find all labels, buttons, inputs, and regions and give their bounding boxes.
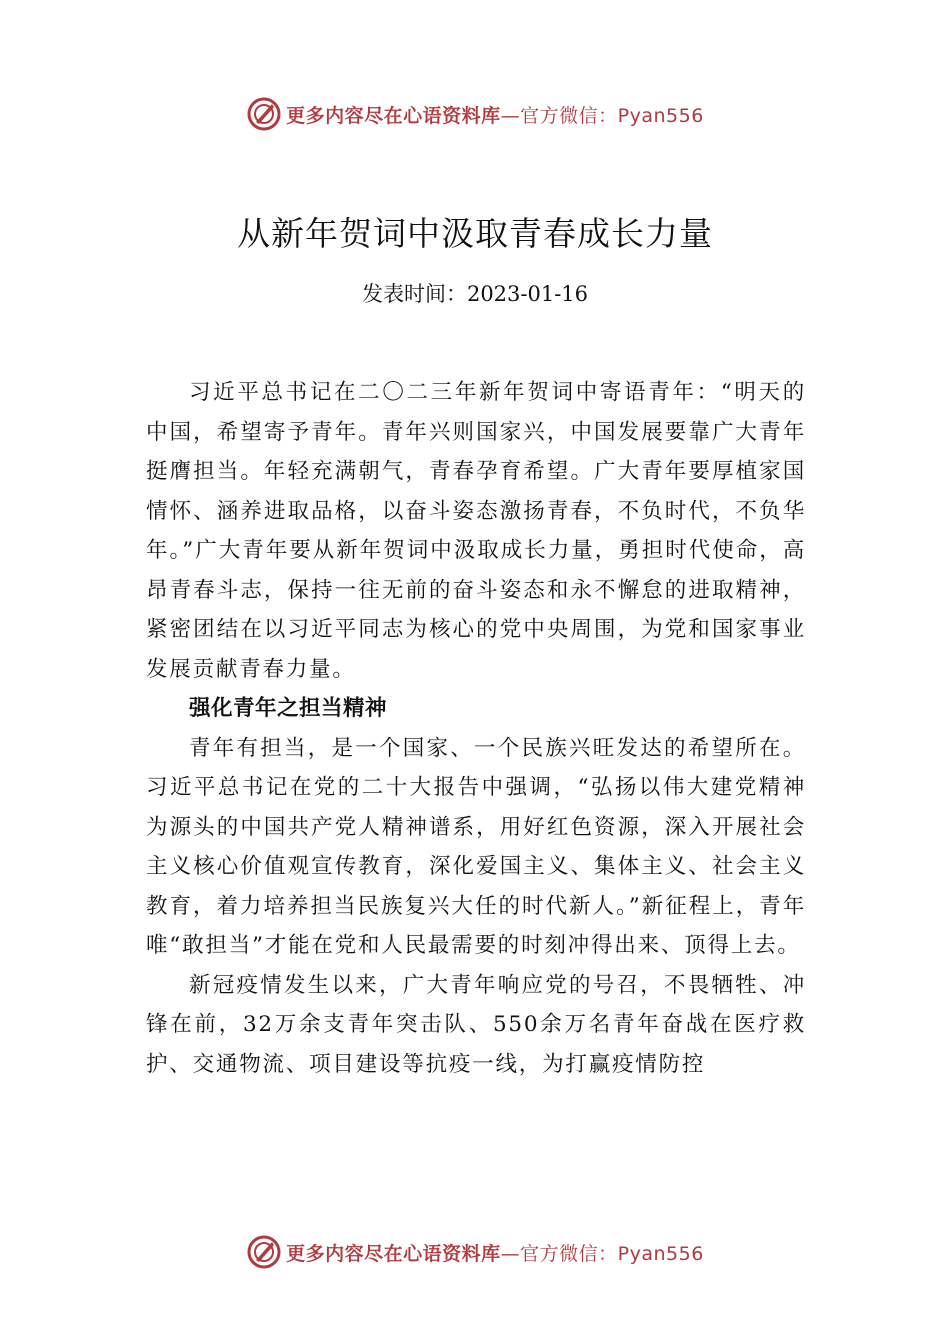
quill-pen-logo-icon — [246, 1234, 282, 1270]
watermark-text — [286, 101, 704, 128]
article-title: 从新年贺词中汲取青春成长力量 — [237, 214, 713, 253]
quill-pen-logo-icon — [246, 96, 282, 132]
publish-date: 发表时间：2023-01-16 — [361, 282, 589, 306]
watermark-text — [286, 1239, 704, 1266]
paragraph: 习近平总书记在二〇二三年新年贺词中寄语青年：“明天的中国，希望寄予青年。青年兴则国家兴，中国发展要靠广大青年挺膺担当。年轻充满朝气，青春孕育希望。广大青年要厚植家国情怀、涵养进取品格，以奋斗姿态激扬青春，不负时代，不负华年。”广大青年要从新年贺词中汲取成长力量，勇担时代使命，高昂青春斗志，保持一往无前的奋斗姿态和永不懈怠的进取精神，紧密团结在以习近平同志为核心的党中央周围，为党和国家事业发展贡献青春力量。 — [146, 380, 806, 682]
watermark-brand: 更多内容尽在心语资料库 — [286, 104, 501, 127]
paragraph: 青年有担当，是一个国家、一个民族兴旺发达的希望所在。习近平总书记在党的二十大报告中强调，“弘扬以伟大建党精神为源头的中国共产党人精神谱系，用好红色资源，深入开展社会主义核心价值观宣传教育，深化爱国主义、集体主义、社会主义教育，着力培养担当民族复兴大任的时代新人。”新征程上，青年唯“敢担当”才能在党和人民最需要的时刻冲得出来、顶得上去。 — [146, 735, 806, 958]
watermark-contact: 官方微信：Pyan556 — [520, 104, 704, 127]
section-heading: 强化青年之担当精神 — [189, 696, 388, 721]
watermark-separator: — — [500, 1242, 521, 1265]
paragraph: 新冠疫情发生以来，广大青年响应党的号召，不畏牺牲、冲锋在前，32万余支青年突击队、550余万名青年奋战在医疗救护、交通物流、项目建设等抗疫一线，为打赢疫情防控 — [146, 972, 806, 1077]
watermark-separator: — — [500, 104, 521, 127]
header-watermark — [0, 94, 950, 134]
footer-watermark — [0, 1232, 950, 1272]
article-body — [146, 373, 806, 1084]
watermark-brand: 更多内容尽在心语资料库 — [286, 1242, 501, 1265]
watermark-contact: 官方微信：Pyan556 — [520, 1242, 704, 1265]
